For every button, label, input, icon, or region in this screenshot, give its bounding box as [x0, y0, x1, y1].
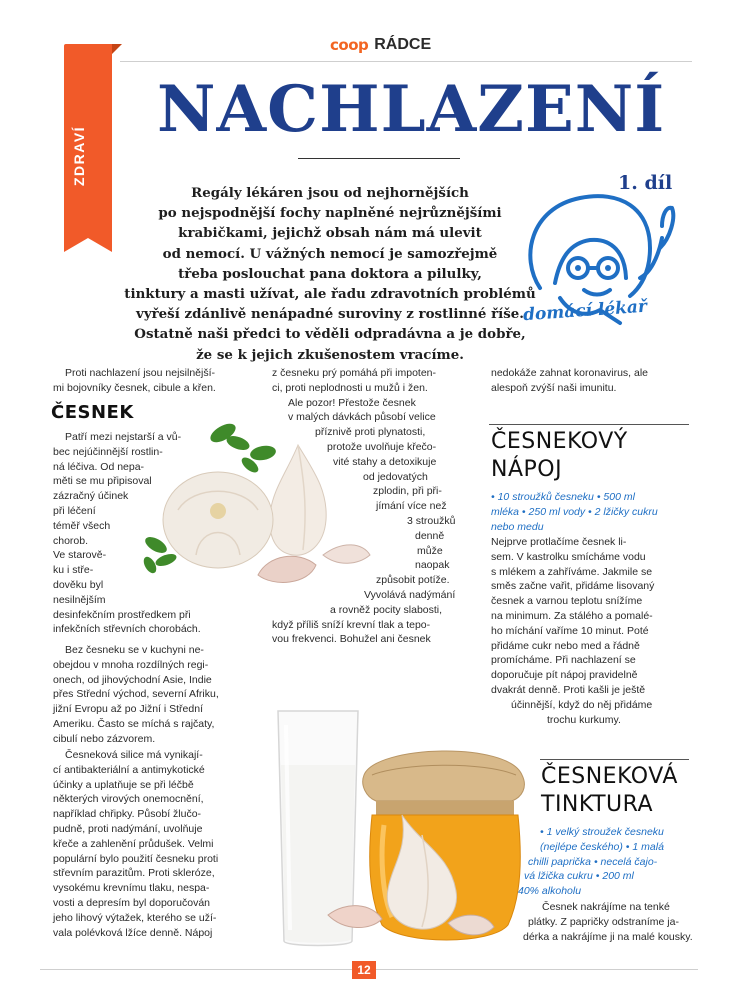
text-line: pudně, proti nadýmání, uvolňuje [53, 822, 203, 835]
text-line: populární bylo použití česneku proti [53, 852, 219, 865]
napoj-instructions [491, 535, 654, 727]
napoj-heading [491, 428, 628, 484]
category-label: ZDRAVÍ [71, 125, 87, 186]
text-line: na minimum. Za stálého a pomalé- [491, 609, 653, 622]
text-line: Nejprve protlačíme česnek li- [491, 536, 627, 548]
text-line: může [417, 544, 443, 557]
text-line: Proti nachlazení jsou nejsilnější- [65, 367, 215, 379]
text-line: dověku byl [53, 578, 104, 591]
text-line: desinfekčním prostředkem při [53, 608, 191, 621]
text-line: jeho lihový výtažek, kterého se uží- [53, 911, 217, 924]
text-line: vysokému krevnímu tlaku, nespa- [53, 882, 210, 895]
header-divider [120, 61, 692, 62]
ingredient-line: vá lžička cukru • 200 ml [524, 870, 634, 883]
column-3-continuation [491, 366, 648, 396]
text-line: 3 stroužků [407, 514, 456, 527]
section-name: RÁDCE [374, 36, 432, 53]
text-line: přidáme cukr nebo med a řádně [491, 639, 640, 652]
ribbon-notch [64, 238, 112, 252]
text-line: ku i stře- [53, 564, 94, 577]
column-1-intro [53, 366, 216, 396]
lead-line: Ostatně naši předci to věděli odpradávna a je dobře, [134, 326, 526, 343]
text-line: doporučuje pít nápoj pravidelně [491, 669, 638, 682]
heading-line: ČESNEKOVÝ [491, 429, 628, 454]
ingredient-line: mléka • 250 ml vody • 2 lžičky cukru [491, 505, 658, 518]
text-line: Česnek nakrájíme na tenké [542, 901, 670, 913]
tinktura-divider [540, 759, 689, 760]
ingredient-line: • 1 velký stroužek česneku [540, 826, 664, 838]
ingredient-line: chilli paprička • necelá čajo- [528, 855, 658, 868]
ingredient-line: • 10 stroužků česneku • 500 ml [491, 491, 635, 503]
text-line: sem. V kastrolku smícháme vodu [491, 550, 646, 563]
text-line: vou frekvenci. Bohužel ani česnek [272, 633, 431, 646]
text-line: s mlékem a zahříváme. Jakmile se [491, 565, 653, 578]
text-line: Ve starově- [53, 549, 107, 562]
ingredient-line: 40% alkoholu [518, 885, 582, 898]
text-line: plátky. Z papričky odstraníme ja- [528, 915, 679, 928]
tinktura-instructions [518, 900, 693, 944]
text-line: při léčení [53, 504, 96, 517]
lead-line: krabičkami, jejichž obsah nám má ulevit [178, 225, 482, 242]
magazine-header [330, 36, 431, 54]
text-line: infekčních střevních chorobách. [53, 623, 201, 636]
text-line: naopak [415, 559, 450, 572]
text-line: alespoň zvýší naši imunitu. [491, 381, 617, 394]
coop-logo: coop [330, 36, 369, 54]
article-lead [120, 183, 540, 365]
text-line: Ale pozor! Přestože česnek [288, 396, 416, 409]
cesnek-paragraph-2 [53, 643, 219, 747]
napoj-ingredients [491, 490, 658, 534]
text-line: Bez česneku se v kuchyni ne- [65, 644, 204, 656]
text-line: křeče a zahlenění průdušek. Velmi [53, 837, 214, 850]
text-line: protože uvolňuje křečo- [327, 440, 437, 453]
text-line: denně [415, 529, 445, 542]
lead-line: že se k jejich zkušenostem vracíme. [196, 346, 464, 363]
text-line: cí antibakteriální a antimykotické [53, 763, 205, 776]
lead-line: třeba poslouchat pana doktora a pilulky, [178, 265, 482, 282]
text-line: jímání více než [376, 500, 447, 513]
text-line: od jedovatých [363, 470, 428, 483]
title-divider [298, 158, 460, 159]
text-line: způsobit potíže. [376, 574, 450, 587]
garlic-photo [138, 415, 388, 595]
text-line: například chřipky. Působí žlučo- [53, 808, 202, 821]
text-line: vala polévková lžíce denně. Nápoj [53, 926, 213, 939]
milk-honey-garlic-photo [272, 705, 540, 955]
series-part: 1. díl [618, 172, 673, 194]
text-line: přes Střední východ, severní Afriku, [53, 688, 219, 701]
text-line: chorob. [53, 534, 89, 547]
ribbon-fold [112, 44, 122, 54]
lead-line: tinktury a masti užívat, ale řadu zdravotních problémů [124, 286, 536, 303]
lead-line: Regály lékáren jsou od nejhornějších [191, 185, 469, 201]
text-line: téměř všech [53, 519, 111, 532]
text-line: promícháme. Při nachlazení se [491, 654, 636, 667]
lead-line: od nemocí. U vážných nemocí je samozřejmě [162, 245, 498, 262]
text-line: dérka a nakrájíme ji na malé kousky. [523, 930, 693, 943]
lead-line: vyřeší zdánlivě nenápadné suroviny z rostlinné říše. [136, 306, 524, 323]
text-line: účinnější, když do něj přidáme [511, 698, 653, 711]
text-line: jižní Evropu až po Jižní i Střední [53, 703, 203, 716]
text-line: příznivě proti plynatosti, [315, 426, 426, 439]
text-line: ci, proti neplodnosti u mužů i žen. [272, 381, 428, 394]
text-line: Patří mezi nejstarší a vů- [65, 431, 182, 443]
heading-line: NÁPOJ [491, 457, 563, 482]
text-line: zplodin, při při- [373, 485, 442, 498]
text-line: ho míchání vaříme 10 minut. Poté [491, 624, 649, 637]
text-line: měti se mu připisoval [53, 475, 152, 488]
napoj-divider [489, 424, 689, 425]
text-line: dvakrát denně. Proti kašli je ještě [491, 683, 646, 696]
text-line: z česneku prý pomáhá při impoten- [272, 367, 436, 379]
text-line: obejdou v mnoha rozdílných regi- [53, 658, 209, 671]
heading-line: TINKTURA [541, 792, 654, 817]
ingredient-line: (nejlépe českého) • 1 malá [540, 840, 664, 853]
text-line: zázračný účinek [53, 490, 129, 503]
text-line: trochu kurkumy. [547, 713, 621, 726]
text-line: nesilnějším [53, 593, 106, 606]
heading-line: ČESNEKOVÁ [541, 764, 678, 789]
ingredient-line: nebo medu [491, 520, 544, 533]
text-line: Vyvolává nadýmání [364, 588, 456, 601]
series-label: domácí lékař [522, 296, 648, 326]
article-title: NACHLAZENÍ [157, 72, 666, 147]
text-line: Česneková silice má vynikají- [65, 749, 203, 761]
cesnek-paragraph-3 [53, 748, 218, 940]
text-line: účinky a uplatňuje se při léčbě [53, 778, 194, 791]
text-line: onech, od jihovýchodní Asie, Indie [53, 673, 212, 686]
text-line: v malých dávkách působí velice [288, 411, 436, 424]
text-line: nedokáže zahnat koronavirus, ale [491, 367, 649, 379]
text-line: střevním parazitům. Proti skleróze, [53, 867, 215, 880]
text-line: cibulí nebo zázvorem. [53, 732, 156, 745]
page-number: 12 [352, 961, 376, 979]
text-line: a rovněž pocity slabosti, [330, 603, 443, 616]
text-line: bec nejúčinnější rostlin- [53, 445, 163, 458]
cesnek-heading: ČESNEK [51, 402, 134, 423]
text-line: vité stahy a detoxikuje [333, 455, 437, 468]
text-line: vosti a depresím byl doporučován [53, 896, 211, 909]
text-line: ná léčiva. Od nepa- [53, 460, 145, 473]
text-line: česnek a varnou teplotu snížíme [491, 595, 643, 608]
text-line: mi bojovníky česnek, cibule a křen. [53, 381, 216, 394]
tinktura-heading [541, 763, 678, 819]
text-line: směs začne vařit, přidáme lisovaný [491, 580, 655, 593]
text-line: některých virových onemocnění, [53, 793, 204, 806]
lead-line: po nejspodnější fochy naplněné nejrůznějšími [158, 205, 502, 222]
text-line: když příliš sníží krevní tlak a tepo- [272, 618, 431, 631]
text-line: Ameriku. Často se míchá s rajčaty, [53, 717, 215, 730]
